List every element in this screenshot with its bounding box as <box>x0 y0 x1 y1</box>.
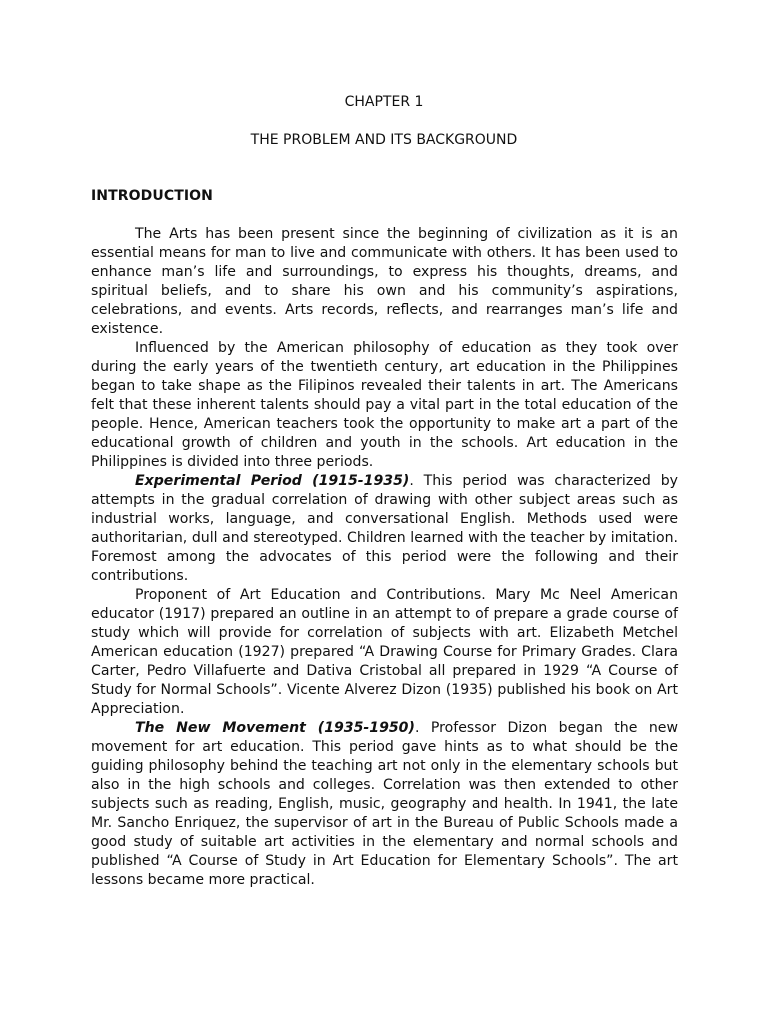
paragraph-text: Proponent of Art Education and Contributions. Mary Mc Neel American educator (1917) prepared an outline in an attempt to of prepare a grade course of study which will provide for correlation of subjects with art. Elizabeth Metchel American education (1927) prepared “A Drawing Course for Primary Grades. Clara Carter, Pedro Villafuerte and Dativa Cristobal all prepared in 1929 “A Course of Study for Normal Schools”. Vicente Alverez Dizon (1935) published his book on Art Appreciation. <box>91 587 678 717</box>
chapter-label: CHAPTER 1 <box>344 94 424 110</box>
paragraph-text: The Arts has been present since the beginning of civilization as it is an essential means for man to live and communicate with others. It has been used to enhance man’s life and surroundings, to express his thoughts, dreams, and spiritual beliefs, and to share his own and his community’s aspirations, celebrations, and events. Arts records, reflects, and rearranges man’s life and existence. <box>91 226 678 337</box>
paragraph-lead: The New Movement (1935-1950) <box>135 720 415 736</box>
paragraph-text: Influenced by the American philosophy of education as they took over during the early years of the twentieth century, art education in the Philippines began to take shape as the Filipinos revealed their talents in art. The Americans felt that these inherent talents should pay a vital part in the total education of the people. Hence, American teachers took the opportunity to make art a part of the educational growth of children and youth in the schools. Art education in the Philippines is divided into three periods. <box>91 340 678 470</box>
paragraph-text: . This period was characterized by attempts in the gradual correlation of drawing with other subject areas such as industrial works, language, and conversational English. Methods used were authoritarian, dull and stereotyped. Children learned with the teacher by imitation. Foremost among the advocates of this period were the following and their contributions. <box>91 473 678 584</box>
paragraph <box>91 719 678 890</box>
paragraph <box>91 339 678 472</box>
paragraph <box>91 225 678 339</box>
paragraph-text: . Professor Dizon began the new movement for art education. This period gave hints as to what should be the guiding philosophy behind the teaching art not only in the elementary schools but also in the high schools and colleges. Correlation was then extended to other subjects such as reading, English, music, geography and health. In 1941, the late Mr. Sancho Enriquez, the supervisor of art in the Bureau of Public Schools made a good study of suitable art activities in the elementary and normal schools and published “A Course of Study in Art Education for Elementary Schools”. The art lessons became more practical. <box>91 720 678 888</box>
body-text <box>91 225 678 890</box>
section-heading: INTRODUCTION <box>91 188 213 204</box>
paragraph <box>91 586 678 719</box>
paragraph <box>91 472 678 586</box>
chapter-title: THE PROBLEM AND ITS BACKGROUND <box>250 132 518 148</box>
paragraph-lead: Experimental Period (1915-1935) <box>135 473 410 489</box>
